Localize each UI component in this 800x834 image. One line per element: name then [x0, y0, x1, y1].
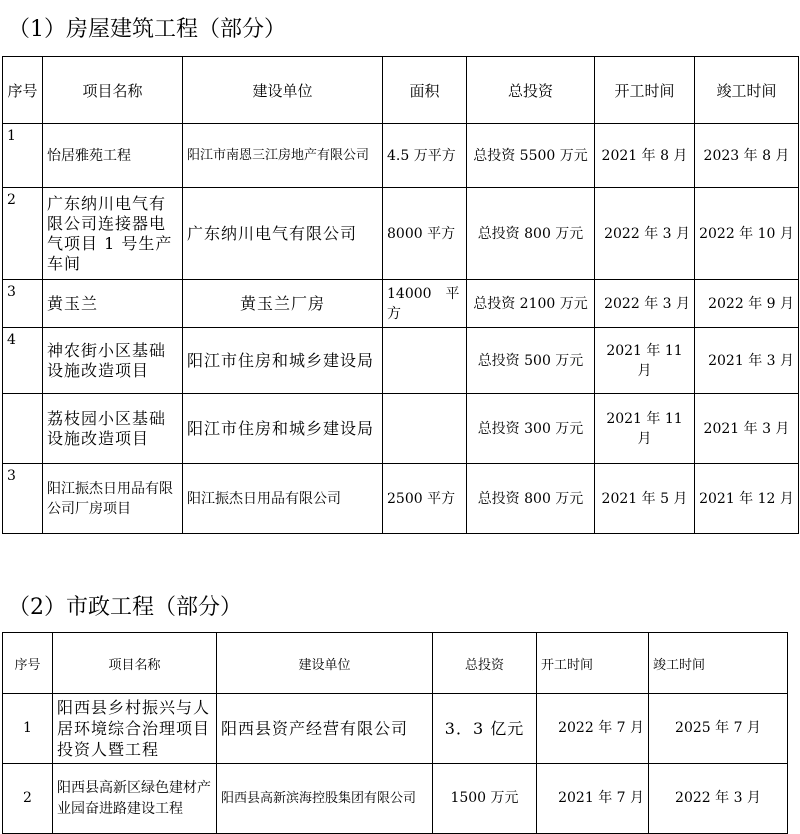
cell-end: 2023 年 8 月 — [695, 124, 799, 188]
cell-no — [3, 394, 43, 464]
cell-name: 阳西县乡村振兴与人居环境综合治理项目投资人暨工程 — [53, 694, 217, 764]
header-unit: 建设单位 — [217, 633, 433, 694]
header-end: 竣工时间 — [695, 57, 799, 124]
cell-name: 阳西县高新区绿色建材产业园奋进路建设工程 — [53, 764, 217, 834]
cell-invest: 3．3 亿元 — [433, 694, 537, 764]
cell-end: 2022 年 3 月 — [649, 764, 788, 834]
cell-no: 3 — [3, 280, 43, 328]
cell-area — [383, 328, 467, 394]
building-projects-table — [2, 56, 799, 534]
cell-unit: 阳江市南恩三江房地产有限公司 — [183, 124, 383, 188]
cell-unit: 黄玉兰厂房 — [183, 280, 383, 328]
cell-unit: 阳西县资产经营有限公司 — [217, 694, 433, 764]
cell-invest: 总投资 300 万元 — [467, 394, 595, 464]
cell-no: 1 — [3, 124, 43, 188]
header-invest: 总投资 — [433, 633, 537, 694]
cell-start: 2022 年 7 月 — [537, 694, 649, 764]
cell-area: 4.5 万平方 — [383, 124, 467, 188]
header-no: 序号 — [3, 633, 53, 694]
cell-unit: 阳江市住房和城乡建设局 — [183, 394, 383, 464]
header-unit: 建设单位 — [183, 57, 383, 124]
cell-name: 荔枝园小区基础设施改造项目 — [43, 394, 183, 464]
cell-unit: 广东纳川电气有限公司 — [183, 188, 383, 280]
cell-invest: 总投资 5500 万元 — [467, 124, 595, 188]
table-row — [3, 694, 788, 764]
cell-no: 1 — [3, 694, 53, 764]
table-row — [3, 124, 799, 188]
cell-name: 神农街小区基础设施改造项目 — [43, 328, 183, 394]
header-name: 项目名称 — [43, 57, 183, 124]
cell-end: 2022 年 9 月 — [695, 280, 799, 328]
cell-name: 黄玉兰 — [43, 280, 183, 328]
cell-invest: 总投资 2100 万元 — [467, 280, 595, 328]
table-row — [3, 394, 799, 464]
table-row — [3, 464, 799, 534]
cell-area: 8000 平方 — [383, 188, 467, 280]
cell-invest: 1500 万元 — [433, 764, 537, 834]
cell-unit: 阳江振杰日用品有限公司 — [183, 464, 383, 534]
header-area: 面积 — [383, 57, 467, 124]
table-row — [3, 328, 799, 394]
header-name: 项目名称 — [53, 633, 217, 694]
section1-title: （1）房屋建筑工程（部分） — [8, 17, 286, 42]
cell-name: 怡居雅苑工程 — [43, 124, 183, 188]
cell-start: 2021 年 5 月 — [595, 464, 695, 534]
cell-end: 2022 年 10 月 — [695, 188, 799, 280]
header-invest: 总投资 — [467, 57, 595, 124]
section2-title: （2）市政工程（部分） — [8, 595, 242, 620]
cell-unit: 阳西县高新滨海控股集团有限公司 — [217, 764, 433, 834]
cell-no: 2 — [3, 764, 53, 834]
cell-start: 2022 年 3 月 — [595, 280, 695, 328]
cell-invest: 总投资 800 万元 — [467, 188, 595, 280]
cell-end: 2025 年 7 月 — [649, 694, 788, 764]
cell-end: 2021 年 3 月 — [695, 328, 799, 394]
cell-no: 2 — [3, 188, 43, 280]
cell-area: 2500 平方 — [383, 464, 467, 534]
table-row — [3, 188, 799, 280]
cell-unit: 阳江市住房和城乡建设局 — [183, 328, 383, 394]
cell-no: 4 — [3, 328, 43, 394]
cell-area — [383, 394, 467, 464]
cell-invest: 总投资 800 万元 — [467, 464, 595, 534]
cell-end: 2021 年 12 月 — [695, 464, 799, 534]
cell-area: 14000 平方 — [383, 280, 467, 328]
cell-invest: 总投资 500 万元 — [467, 328, 595, 394]
cell-start: 2021 年 8 月 — [595, 124, 695, 188]
table-row — [3, 280, 799, 328]
header-start: 开工时间 — [595, 57, 695, 124]
table-row — [3, 764, 788, 834]
header-end: 竣工时间 — [649, 633, 788, 694]
table-header-row — [3, 57, 799, 124]
header-start: 开工时间 — [537, 633, 649, 694]
cell-start: 2022 年 3 月 — [595, 188, 695, 280]
cell-start: 2021 年 11 月 — [595, 328, 695, 394]
cell-start: 2021 年 7 月 — [537, 764, 649, 834]
cell-end: 2021 年 3 月 — [695, 394, 799, 464]
header-no: 序号 — [3, 57, 43, 124]
table-header-row — [3, 633, 788, 694]
cell-no: 3 — [3, 464, 43, 534]
cell-start: 2021 年 11 月 — [595, 394, 695, 464]
cell-name: 阳江振杰日用品有限公司厂房项目 — [43, 464, 183, 534]
cell-name: 广东纳川电气有限公司连接器电气项目 1 号生产车间 — [43, 188, 183, 280]
municipal-projects-table — [2, 632, 788, 834]
